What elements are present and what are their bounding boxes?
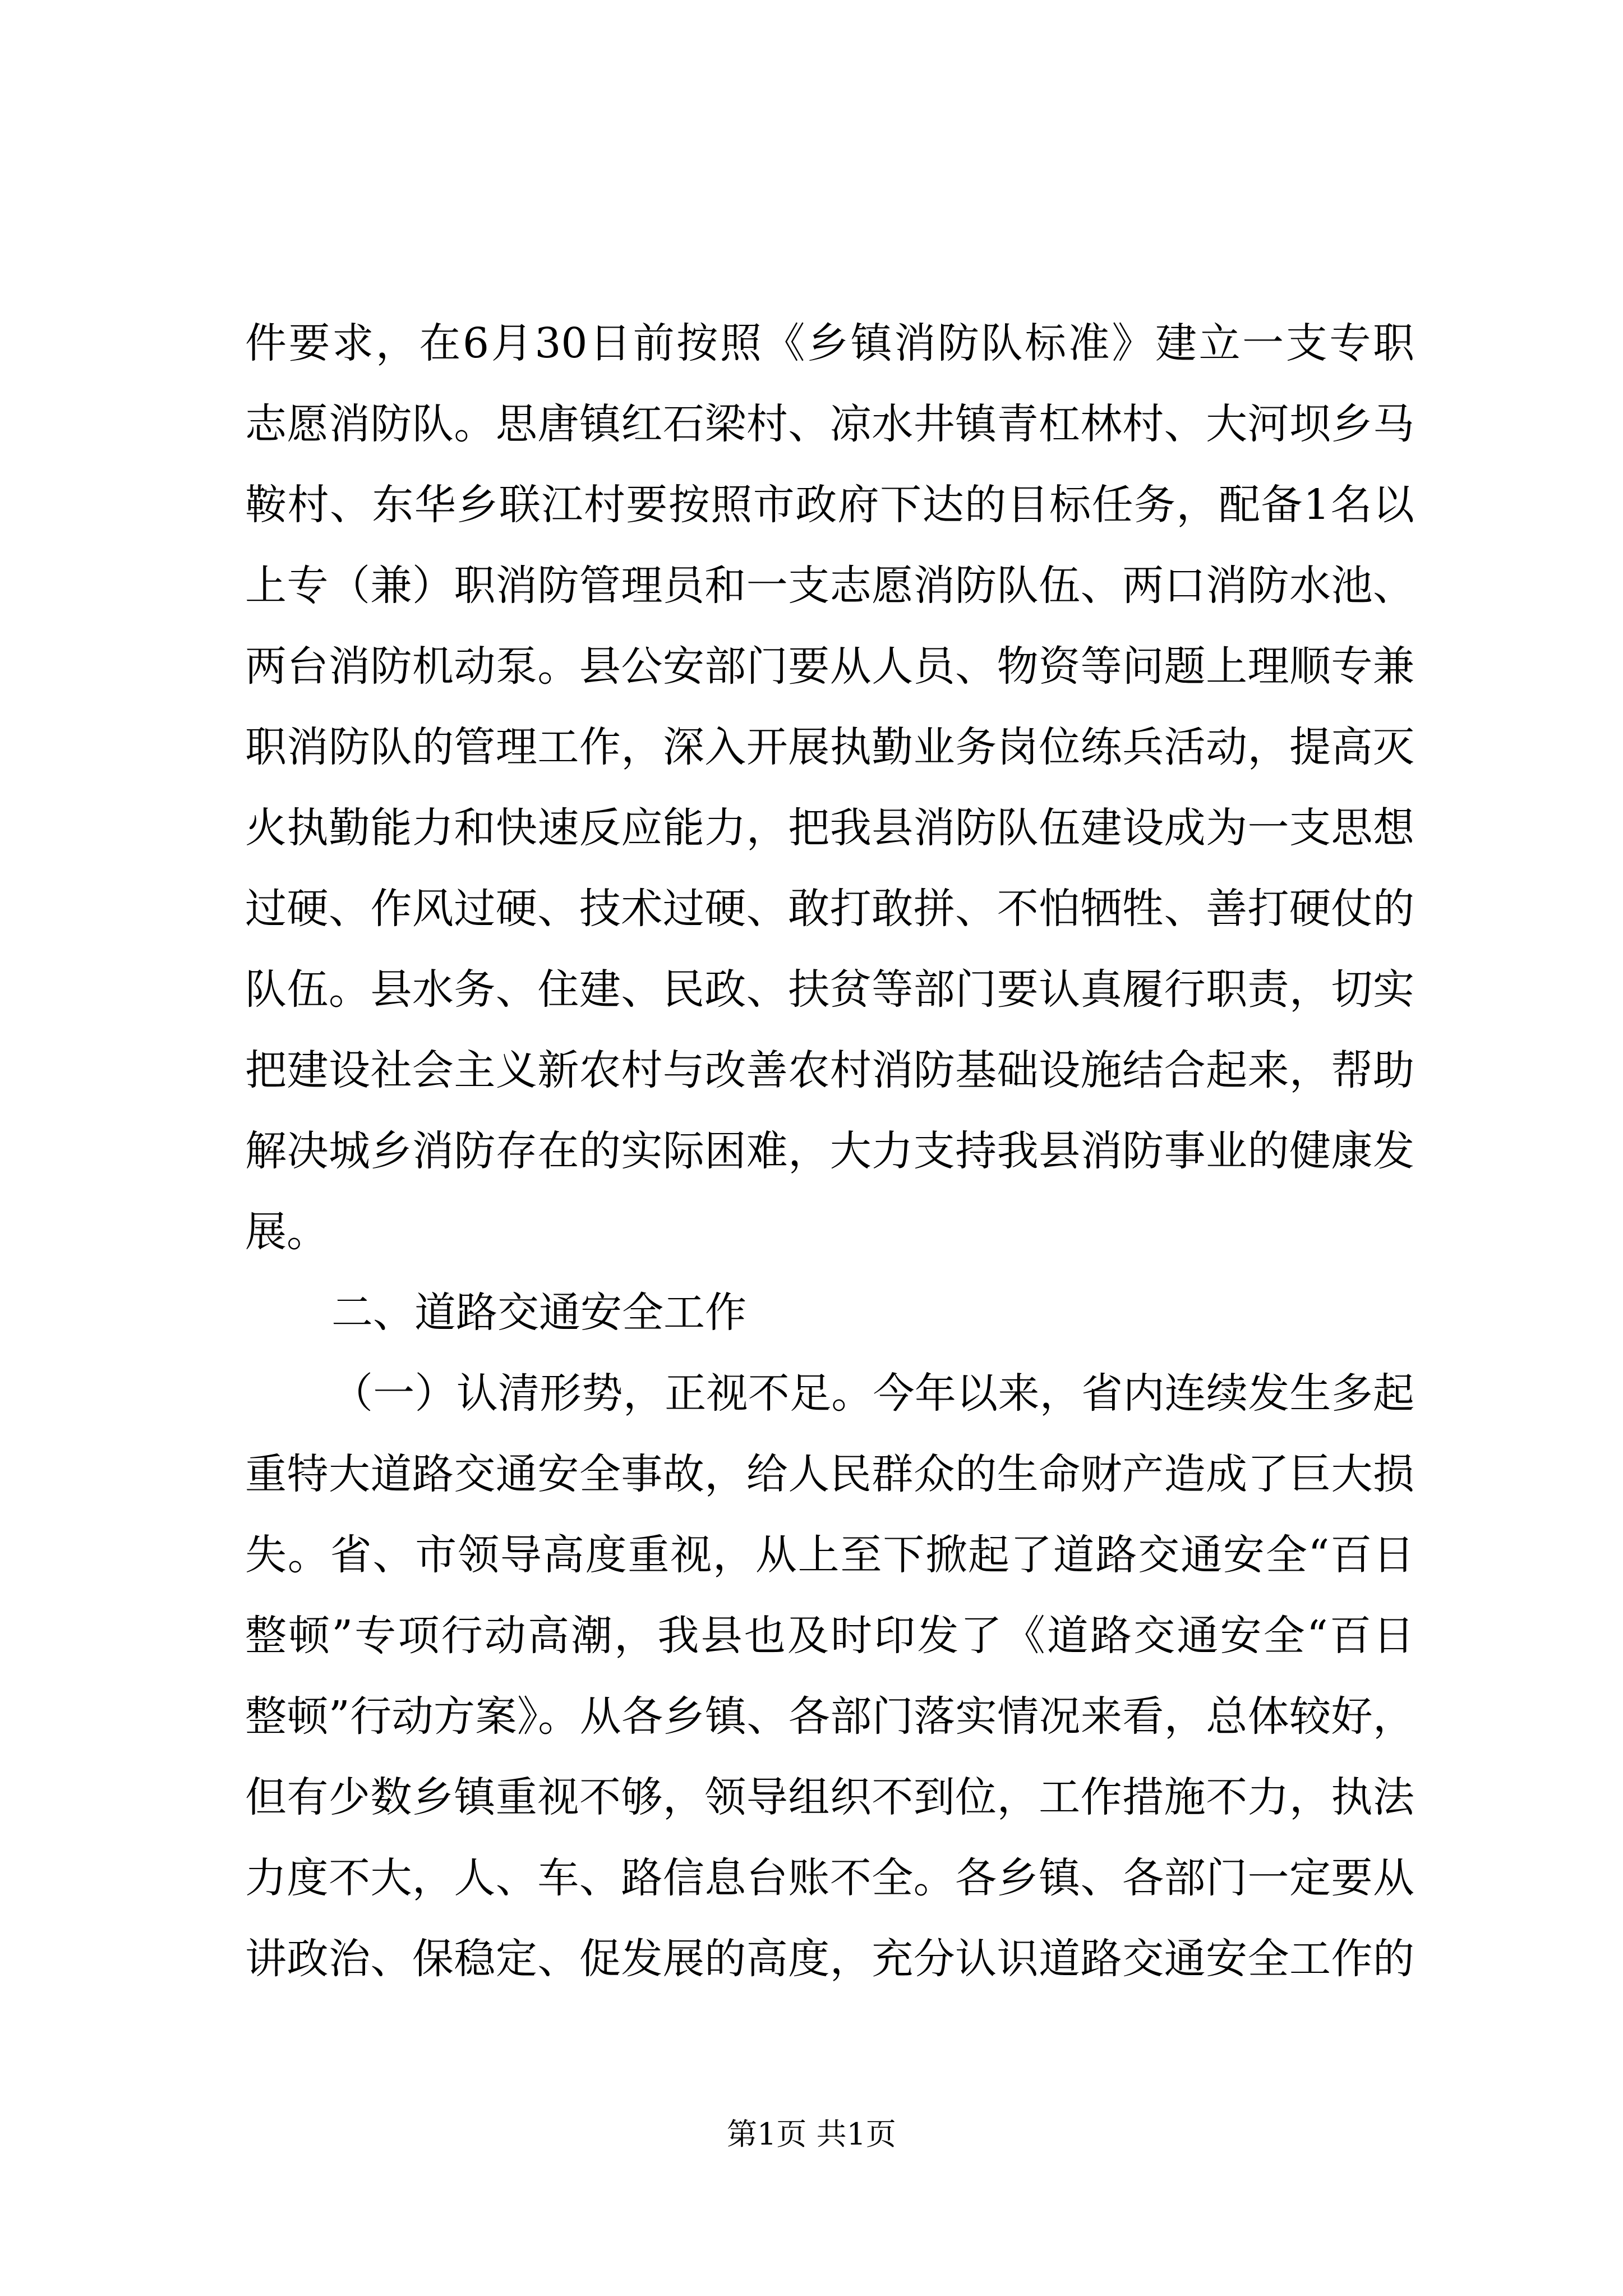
text-line: 两台消防机动泵。县公安部门要从人员、物资等问题上理顺专兼 <box>245 642 1414 691</box>
text-line: 件要求，在6月30日前按照《乡镇消防队标准》建立一支专职 <box>245 319 1414 367</box>
text-line: 上专（兼）职消防管理员和一支志愿消防队伍、两口消防水池、 <box>245 562 1414 610</box>
text-line: 讲政治、保稳定、促发展的高度，充分认识道路交通安全工作的 <box>245 1935 1414 1983</box>
text-line: 火执勤能力和快速反应能力，把我县消防队伍建设成为一支思想 <box>245 804 1414 852</box>
text-line: 重特大道路交通安全事故，给人民群众的生命财产造成了巨大损 <box>245 1450 1414 1498</box>
text-line: 整顿”专项行动高潮，我县也及时印发了《道路交通安全“百日 <box>245 1612 1414 1660</box>
text-line: 队伍。县水务、住建、民政、扶贫等部门要认真履行职责，切实 <box>245 965 1414 1014</box>
text-line: 鞍村、东华乡联江村要按照市政府下达的目标任务，配备1名以 <box>245 481 1414 529</box>
text-line: 展。 <box>245 1208 328 1256</box>
text-line: 志愿消防队。思唐镇红石梁村、凉水井镇青杠林村、大河坝乡马 <box>245 400 1414 448</box>
text-line: 职消防队的管理工作，深入开展执勤业务岗位练兵活动，提高灭 <box>245 723 1414 771</box>
text-line: 把建设社会主义新农村与改善农村消防基础设施结合起来，帮助 <box>245 1046 1414 1094</box>
text-line: 但有少数乡镇重视不够，领导组织不到位，工作措施不力，执法 <box>245 1773 1414 1821</box>
text-line: （一）认清形势，正视不足。今年以来，省内连续发生多起 <box>331 1369 1414 1418</box>
section-heading: 二、道路交通安全工作 <box>331 1289 746 1337</box>
text-line: 过硬、作风过硬、技术过硬、敢打敢拼、不怕牺牲、善打硬仗的 <box>245 885 1414 933</box>
document-body <box>245 303 1414 1999</box>
text-line: 解决城乡消防存在的实际困难，大力支持我县消防事业的健康发 <box>245 1127 1414 1175</box>
text-line: 失。省、市领导高度重视，从上至下掀起了道路交通安全“百日 <box>245 1531 1414 1579</box>
page-footer: 第1页 共1页 <box>727 2116 896 2152</box>
text-line: 整顿”行动方案》。从各乡镇、各部门落实情况来看，总体较好， <box>245 1692 1414 1741</box>
text-line: 力度不大，人、车、路信息台账不全。各乡镇、各部门一定要从 <box>245 1854 1414 1902</box>
